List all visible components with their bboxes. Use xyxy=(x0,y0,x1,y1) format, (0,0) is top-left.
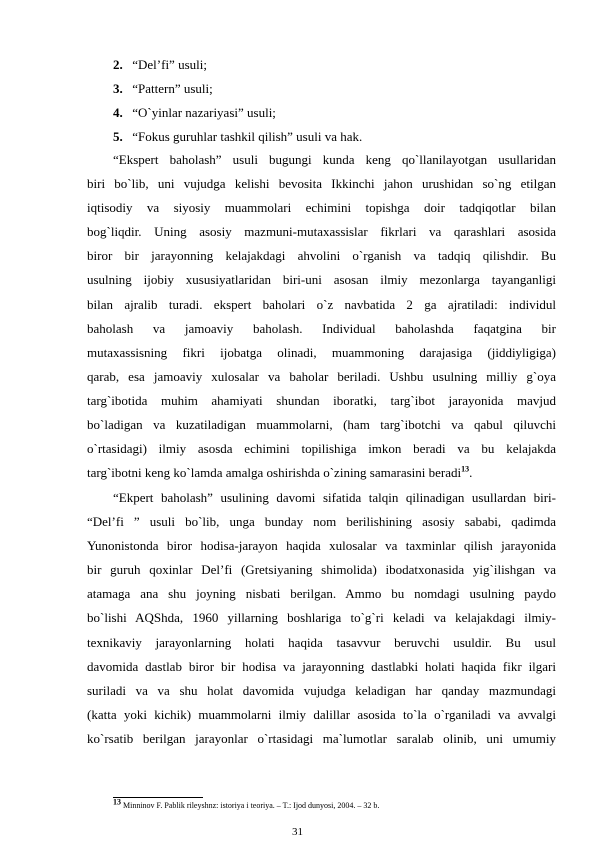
text-line-last-content: targ`ibotni keng ko`lamda amalga oshirishda o`zining samarasini beradi xyxy=(87,465,462,481)
list-text: “Fokus guruhlar tashkil qilish” usuli va hak. xyxy=(132,129,363,144)
text-line: ko`rsatib berilgan jarayonlar o`rtasidagi ma`lumotlar saralab olinib, uni umumiy xyxy=(87,730,556,746)
text-line: baholash va jamoaviy baholash. Individual baholashda faqatgina bir xyxy=(87,320,556,336)
text-line: iqtisodiy va siyosiy muammolari echimini topishga doir tadqiqotlar bilan xyxy=(87,200,556,216)
text-line: mutaxassisning fikri ijobatga olinadi, muammoning darajasiga (jiddiyligiga) xyxy=(87,344,556,360)
text-line: biror bir jarayonning kelajakdagi ahvolini o`rganish va tadqiq qilishdir. Bu xyxy=(87,248,556,264)
list-item xyxy=(113,56,207,73)
text-line: o`rtasidagi) ilmiy asosda echimini topilishiga imkon beradi va bu kelajakda xyxy=(87,441,556,457)
list-number: 2. xyxy=(113,57,123,72)
text-line: qarab, esa jamoaviy xulosalar va baholar beriladi. Ushbu usulning milliy g`oya xyxy=(87,368,556,384)
page-number: 31 xyxy=(292,826,303,838)
footnote-text: Minninov F. Pablik rileyshnz: istoriya i teoriya. – T.: Ijod dunyosi, 2004. – 32 b. xyxy=(123,801,380,810)
list-text: “O`yinlar nazariyasi” usuli; xyxy=(132,105,276,120)
list-item xyxy=(113,104,276,121)
paragraph-delfi-usuli xyxy=(87,486,556,751)
text-line: targ`ibotida muhim ahamiyati shundan iboratki, targ`ibot jarayonida mavjud xyxy=(87,392,556,408)
footnote-reference: 13 xyxy=(461,464,470,474)
list-text: “Del’fi” usuli; xyxy=(132,57,207,72)
text-line: biri bo`lib, uni vujudga kelishi bevosita Ikkinchi jahon urushidan so`ng etilgan xyxy=(87,176,556,192)
list-number: 5. xyxy=(113,129,123,144)
text-line-last xyxy=(87,461,556,485)
text-line: (katta yoki kichik) muammolarni ilmiy dalillar asosida to`la o`rganiladi va avvalgi xyxy=(87,706,556,722)
text-line: bo`ladigan va kuzatiladigan muammolarni, (ham targ`ibotchi va qabul qiluvchi xyxy=(87,417,556,433)
list-number: 3. xyxy=(113,81,123,96)
footnote-number: 13 xyxy=(113,797,121,807)
list-item xyxy=(113,128,362,145)
text-line: bir guruh qoxinlar Del’fi (Gretsiyaning shimolida) ibodatxonasida yig`ilishgan va xyxy=(87,562,556,578)
footnote xyxy=(113,797,380,810)
list-number: 4. xyxy=(113,105,123,120)
list-text: “Pattern” usuli; xyxy=(132,81,213,96)
text-line: suriladi va va shu holat davomida vujudga keladigan har qanday mazmundagi xyxy=(87,682,556,698)
text-line: texnikaviy jarayonlarning holati haqida tasavvur beruvchi usuldir. Bu usul xyxy=(87,634,556,650)
text-period: . xyxy=(469,465,473,481)
text-line: bog`liqdir. Uning asosiy mazmuni-mutaxassislar fikrlari va qarashlari asosida xyxy=(87,224,556,240)
text-line: “Ekspert baholash” usuli bugungi kunda keng qo`llanilayotgan usullaridan xyxy=(113,152,556,167)
text-line: bilan ajralib turadi. ekspert baholari o`z navbatida 2 ga ajratiladi: individul xyxy=(87,296,556,312)
text-line: Yunonistonda biror hodisa-jarayon haqida xulosalar va taxminlar qilish jarayonida xyxy=(87,538,556,554)
paragraph-ekspert-baholash xyxy=(87,148,556,485)
footnote-separator xyxy=(113,797,203,798)
text-line: “Del’fi ” usuli bo`lib, unga bunday nom berilishining asosiy sababi, qadimda xyxy=(87,514,556,530)
text-line: usulning ijobiy xususiyatlaridan biri-uni asosan ilmiy mezonlarga tayanganligi xyxy=(87,272,556,288)
text-line: davomida dastlab biror bir hodisa va jarayonning dastlabki holati haqida fikr ilgari xyxy=(87,658,556,674)
list-item xyxy=(113,80,213,97)
text-line: bo`lishi AQShda, 1960 yillarning boshlariga to`g`ri keladi va kelajakdagi ilmiy- xyxy=(87,610,556,626)
text-line: atamaga ana shu joyning nisbati berilgan. Ammo bu nomdagi usulning paydo xyxy=(87,586,556,602)
text-line: “Ekpert baholash” usulining davomi sifatida talqin qilinadigan usullardan biri- xyxy=(113,490,556,505)
